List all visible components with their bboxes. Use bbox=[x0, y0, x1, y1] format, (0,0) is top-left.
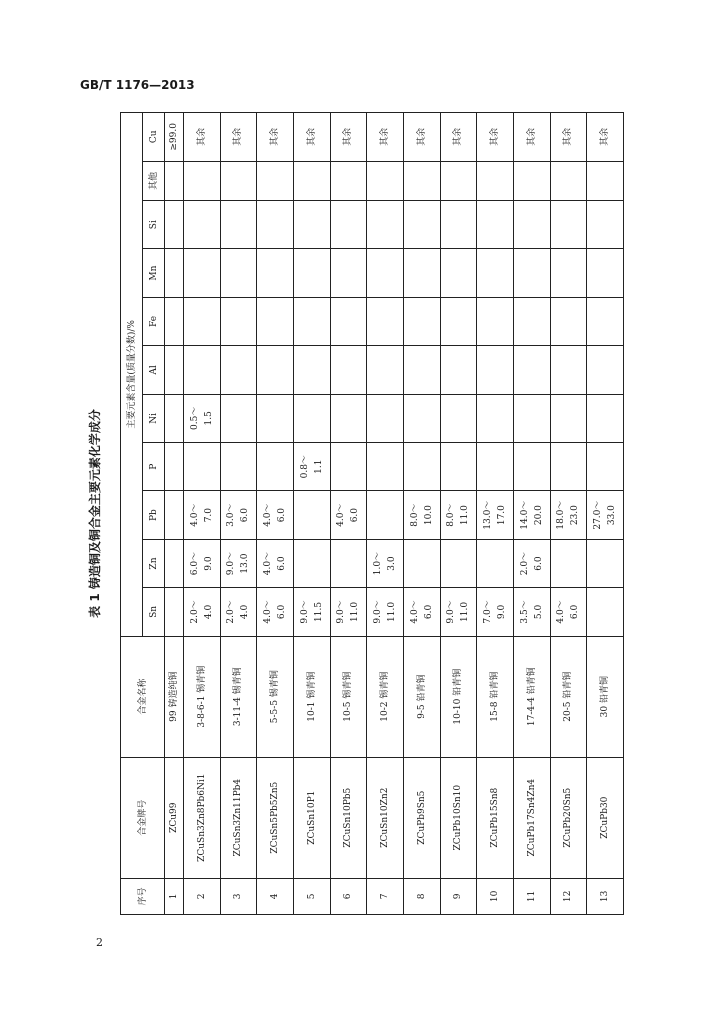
cell-value bbox=[587, 346, 624, 394]
cell-value bbox=[330, 539, 367, 587]
cell-value bbox=[550, 161, 587, 200]
cell-value: 其余 bbox=[550, 113, 587, 162]
cell-name: 99 铸造纯铜 bbox=[165, 636, 184, 757]
cell-value bbox=[257, 443, 294, 491]
cell-value bbox=[367, 161, 404, 200]
cell-value bbox=[513, 249, 550, 297]
cell-value: 其余 bbox=[587, 113, 624, 162]
cell-value bbox=[257, 394, 294, 442]
cell-value bbox=[330, 443, 367, 491]
cell-no: 8 bbox=[403, 878, 440, 914]
header-grade: 合金牌号 bbox=[121, 757, 165, 878]
cell-no: 1 bbox=[165, 878, 184, 914]
cell-value bbox=[440, 443, 477, 491]
cell-value: 其余 bbox=[293, 113, 330, 162]
cell-value bbox=[440, 200, 477, 248]
cell-value bbox=[477, 161, 514, 200]
cell-value bbox=[477, 249, 514, 297]
cell-value: 1.0～ 3.0 bbox=[367, 539, 404, 587]
header-element: Si bbox=[143, 200, 165, 248]
cell-value bbox=[440, 161, 477, 200]
cell-value: 其余 bbox=[257, 113, 294, 162]
cell-value: 3.0～ 6.0 bbox=[220, 491, 257, 539]
cell-value bbox=[403, 297, 440, 345]
cell-value: 0.8～ 1.1 bbox=[293, 443, 330, 491]
cell-value bbox=[440, 249, 477, 297]
cell-value: 3.5～ 5.0 bbox=[513, 588, 550, 636]
cell-value bbox=[403, 249, 440, 297]
cell-name: 15-8 铅青铜 bbox=[477, 636, 514, 757]
table-row bbox=[220, 113, 257, 915]
cell-value bbox=[257, 161, 294, 200]
table-row bbox=[587, 113, 624, 915]
table-row bbox=[440, 113, 477, 915]
cell-value bbox=[587, 297, 624, 345]
standard-code: GB/T 1176—2013 bbox=[80, 78, 195, 92]
cell-value bbox=[293, 394, 330, 442]
cell-value bbox=[220, 443, 257, 491]
table-row bbox=[367, 113, 404, 915]
cell-value: 4.0～ 7.0 bbox=[183, 491, 220, 539]
cell-value: 9.0～ 13.0 bbox=[220, 539, 257, 587]
cell-value bbox=[330, 297, 367, 345]
cell-value: 4.0～ 6.0 bbox=[403, 588, 440, 636]
cell-value bbox=[477, 443, 514, 491]
cell-value: 其余 bbox=[367, 113, 404, 162]
rotated-table-region bbox=[88, 112, 624, 915]
cell-value: 其余 bbox=[220, 113, 257, 162]
cell-value: 14.0～ 20.0 bbox=[513, 491, 550, 539]
cell-value: 8.0～ 10.0 bbox=[403, 491, 440, 539]
cell-value bbox=[477, 200, 514, 248]
cell-value bbox=[477, 346, 514, 394]
cell-value bbox=[440, 297, 477, 345]
table-caption: 表 1 铸造铜及铜合金主要元素化学成分 bbox=[88, 409, 102, 618]
cell-value bbox=[587, 394, 624, 442]
table-row bbox=[183, 113, 220, 915]
cell-value bbox=[293, 249, 330, 297]
cell-value: 其余 bbox=[330, 113, 367, 162]
cell-value: 其余 bbox=[403, 113, 440, 162]
cell-no: 13 bbox=[587, 878, 624, 914]
cell-value bbox=[513, 394, 550, 442]
cell-grade: ZCuSn3Zn8Pb6Ni1 bbox=[183, 757, 220, 878]
header-name: 合金名称 bbox=[121, 636, 165, 757]
cell-value bbox=[293, 200, 330, 248]
cell-value bbox=[403, 200, 440, 248]
cell-value bbox=[293, 346, 330, 394]
cell-value bbox=[440, 539, 477, 587]
cell-value bbox=[165, 491, 184, 539]
cell-value bbox=[183, 443, 220, 491]
cell-value bbox=[477, 539, 514, 587]
cell-value bbox=[403, 394, 440, 442]
cell-no: 5 bbox=[293, 878, 330, 914]
table-row bbox=[477, 113, 514, 915]
cell-value bbox=[367, 491, 404, 539]
header-element: Cu bbox=[143, 113, 165, 162]
cell-value bbox=[550, 200, 587, 248]
cell-value: 其余 bbox=[183, 113, 220, 162]
cell-value bbox=[165, 297, 184, 345]
cell-grade: ZCuPb15Sn8 bbox=[477, 757, 514, 878]
cell-value bbox=[330, 161, 367, 200]
cell-value bbox=[587, 588, 624, 636]
cell-name: 3-11-4 锡青铜 bbox=[220, 636, 257, 757]
cell-value bbox=[165, 443, 184, 491]
cell-value: 7.0～ 9.0 bbox=[477, 588, 514, 636]
cell-no: 3 bbox=[220, 878, 257, 914]
cell-value bbox=[587, 443, 624, 491]
cell-value bbox=[220, 394, 257, 442]
table-row bbox=[165, 113, 184, 915]
cell-no: 4 bbox=[257, 878, 294, 914]
header-group: 主要元素含量(质量分数)/% bbox=[121, 113, 143, 637]
header-element: Fe bbox=[143, 297, 165, 345]
cell-value bbox=[165, 161, 184, 200]
cell-value bbox=[550, 297, 587, 345]
cell-value bbox=[440, 394, 477, 442]
cell-grade: ZCuPb10Sn10 bbox=[440, 757, 477, 878]
header-element: Al bbox=[143, 346, 165, 394]
cell-value bbox=[330, 394, 367, 442]
cell-value bbox=[257, 249, 294, 297]
cell-value bbox=[477, 394, 514, 442]
cell-value bbox=[367, 249, 404, 297]
table-row bbox=[257, 113, 294, 915]
cell-value bbox=[183, 346, 220, 394]
cell-value bbox=[293, 539, 330, 587]
cell-value bbox=[165, 588, 184, 636]
table-row bbox=[403, 113, 440, 915]
cell-name: 20-5 铅青铜 bbox=[550, 636, 587, 757]
header-element: Mn bbox=[143, 249, 165, 297]
cell-name: 3-8-6-1 锡青铜 bbox=[183, 636, 220, 757]
cell-name: 9-5 铅青铜 bbox=[403, 636, 440, 757]
cell-value: 13.0～ 17.0 bbox=[477, 491, 514, 539]
cell-name: 17-4-4 铅青铜 bbox=[513, 636, 550, 757]
header-element: P bbox=[143, 443, 165, 491]
cell-value: 9.0～ 11.0 bbox=[440, 588, 477, 636]
cell-value: 27.0～ 33.0 bbox=[587, 491, 624, 539]
cell-value bbox=[403, 161, 440, 200]
cell-value bbox=[220, 200, 257, 248]
cell-value bbox=[513, 161, 550, 200]
cell-value: 9.0～ 11.0 bbox=[367, 588, 404, 636]
cell-name: 30 铅青铜 bbox=[587, 636, 624, 757]
table-row bbox=[330, 113, 367, 915]
cell-value bbox=[587, 539, 624, 587]
cell-name: 10-2 锡青铜 bbox=[367, 636, 404, 757]
cell-value: 4.0～ 6.0 bbox=[550, 588, 587, 636]
cell-value: 其余 bbox=[440, 113, 477, 162]
cell-value bbox=[367, 297, 404, 345]
cell-grade: ZCu99 bbox=[165, 757, 184, 878]
cell-grade: ZCuPb20Sn5 bbox=[550, 757, 587, 878]
cell-grade: ZCuPb9Sn5 bbox=[403, 757, 440, 878]
cell-value bbox=[257, 297, 294, 345]
cell-no: 2 bbox=[183, 878, 220, 914]
cell-grade: ZCuSn10Zn2 bbox=[367, 757, 404, 878]
cell-value: 0.5～ 1.5 bbox=[183, 394, 220, 442]
cell-no: 12 bbox=[550, 878, 587, 914]
cell-value bbox=[440, 346, 477, 394]
cell-value bbox=[587, 200, 624, 248]
header-element: Sn bbox=[143, 588, 165, 636]
cell-value bbox=[513, 346, 550, 394]
table-row bbox=[550, 113, 587, 915]
cell-value bbox=[257, 200, 294, 248]
cell-value bbox=[367, 443, 404, 491]
cell-value bbox=[550, 443, 587, 491]
cell-value bbox=[403, 346, 440, 394]
cell-value bbox=[183, 200, 220, 248]
cell-value: 其余 bbox=[513, 113, 550, 162]
cell-value: 其余 bbox=[477, 113, 514, 162]
cell-no: 6 bbox=[330, 878, 367, 914]
cell-value bbox=[550, 346, 587, 394]
cell-value bbox=[330, 249, 367, 297]
cell-grade: ZCuSn3Zn11Pb4 bbox=[220, 757, 257, 878]
cell-value bbox=[183, 249, 220, 297]
cell-name: 10-1 锡青铜 bbox=[293, 636, 330, 757]
cell-name: 10-5 锡青铜 bbox=[330, 636, 367, 757]
cell-value bbox=[550, 394, 587, 442]
cell-value: ≥99.0 bbox=[165, 113, 184, 162]
cell-value bbox=[587, 161, 624, 200]
cell-value bbox=[293, 491, 330, 539]
cell-value bbox=[220, 297, 257, 345]
cell-value bbox=[513, 443, 550, 491]
cell-value bbox=[550, 249, 587, 297]
cell-value: 9.0～ 11.5 bbox=[293, 588, 330, 636]
page-number: 2 bbox=[96, 936, 103, 949]
cell-value bbox=[220, 346, 257, 394]
cell-value bbox=[367, 200, 404, 248]
cell-value bbox=[165, 346, 184, 394]
cell-value: 18.0～ 23.0 bbox=[550, 491, 587, 539]
cell-value bbox=[367, 394, 404, 442]
cell-value bbox=[330, 346, 367, 394]
cell-value bbox=[513, 200, 550, 248]
cell-value bbox=[183, 161, 220, 200]
cell-value bbox=[165, 249, 184, 297]
cell-value bbox=[293, 297, 330, 345]
cell-value bbox=[257, 346, 294, 394]
cell-grade: ZCuPb30 bbox=[587, 757, 624, 878]
cell-no: 9 bbox=[440, 878, 477, 914]
cell-value: 4.0～ 6.0 bbox=[257, 539, 294, 587]
cell-value: 4.0～ 6.0 bbox=[257, 491, 294, 539]
cell-value bbox=[550, 539, 587, 587]
cell-name: 5-5-5 锡青铜 bbox=[257, 636, 294, 757]
cell-value bbox=[403, 539, 440, 587]
cell-grade: ZCuSn10P1 bbox=[293, 757, 330, 878]
header-element: 其他 bbox=[143, 161, 165, 200]
header-element: Pb bbox=[143, 491, 165, 539]
cell-value bbox=[220, 249, 257, 297]
cell-value bbox=[220, 161, 257, 200]
cell-value bbox=[165, 200, 184, 248]
cell-value: 2.0～ 4.0 bbox=[183, 588, 220, 636]
cell-no: 11 bbox=[513, 878, 550, 914]
table-row bbox=[513, 113, 550, 915]
cell-value bbox=[183, 297, 220, 345]
cell-grade: ZCuSn10Pb5 bbox=[330, 757, 367, 878]
header-element: Zn bbox=[143, 539, 165, 587]
cell-value: 4.0～ 6.0 bbox=[257, 588, 294, 636]
cell-value: 4.0～ 6.0 bbox=[330, 491, 367, 539]
header-no: 序号 bbox=[121, 878, 165, 914]
cell-value bbox=[293, 161, 330, 200]
cell-value: 2.0～ 4.0 bbox=[220, 588, 257, 636]
cell-name: 10-10 铅青铜 bbox=[440, 636, 477, 757]
cell-grade: ZCuPb17Sn4Zn4 bbox=[513, 757, 550, 878]
cell-value bbox=[367, 346, 404, 394]
cell-value bbox=[165, 539, 184, 587]
cell-value bbox=[477, 297, 514, 345]
cell-value: 2.0～ 6.0 bbox=[513, 539, 550, 587]
cell-value bbox=[165, 394, 184, 442]
cell-value bbox=[587, 249, 624, 297]
cell-value bbox=[403, 443, 440, 491]
cell-value: 6.0～ 9.0 bbox=[183, 539, 220, 587]
cell-value bbox=[513, 297, 550, 345]
cell-no: 7 bbox=[367, 878, 404, 914]
cell-value: 8.0～ 11.0 bbox=[440, 491, 477, 539]
header-element: Ni bbox=[143, 394, 165, 442]
cell-value: 9.0～ 11.0 bbox=[330, 588, 367, 636]
table-row bbox=[293, 113, 330, 915]
cell-no: 10 bbox=[477, 878, 514, 914]
cell-value bbox=[330, 200, 367, 248]
composition-table bbox=[120, 112, 624, 915]
cell-grade: ZCuSn5Pb5Zn5 bbox=[257, 757, 294, 878]
